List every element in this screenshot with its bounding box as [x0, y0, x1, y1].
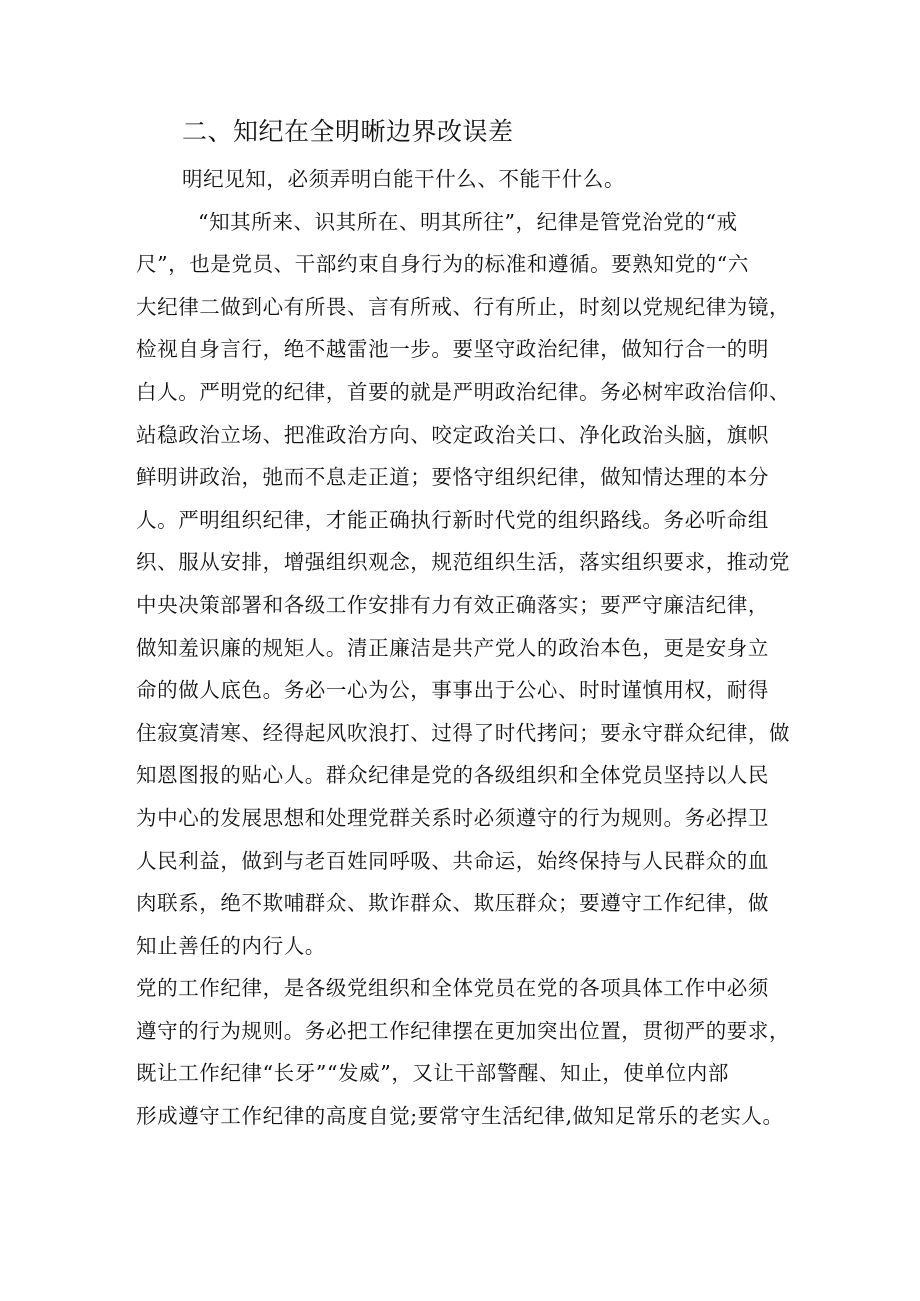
paragraph-line: 检视自身言行，绝不越雷池一步。要坚守政治纪律，做知行合一的明: [136, 337, 769, 362]
paragraph-line: 中央决策部署和各级工作安排有力有效正确落实；要严守廉洁纪律，: [136, 592, 769, 617]
section-heading: 二、知纪在全明晰边界改误差: [182, 117, 514, 146]
paragraph-line: 遵守的行为规则。务必把工作纪律摆在更加突出位置，贯彻严的要求，: [136, 1018, 791, 1043]
paragraph-line: 做知羞识廉的规矩人。清正廉洁是共产党人的政治本色，更是安身立: [136, 635, 769, 660]
paragraph-line: 大纪律二做到心有所畏、言有所戒、行有所止，时刻以党规纪律为镜，: [136, 294, 791, 319]
paragraph-line: “知其所来、识其所在、明其所往”，纪律是管党治党的“戒: [198, 209, 738, 234]
paragraph-line: 肉联系，绝不欺哺群众、欺诈群众、欺压群众；要遵守工作纪律，做: [136, 891, 769, 916]
paragraph-line: 织、服从安排，增强组织观念，规范组织生活，落实组织要求，推动党: [136, 550, 791, 575]
paragraph-line: 人民利益，做到与老百姓同呼吸、共命运，始终保持与人民群众的血: [136, 848, 769, 873]
paragraph-line: 命的做人底色。务必一心为公，事事出于公心、时时谨慎用权，耐得: [136, 678, 769, 703]
paragraph-line: 白人。严明党的纪律，首要的就是严明政治纪律。务必树牢政治信仰、: [136, 379, 791, 404]
paragraph-line: 党的工作纪律，是各级党组织和全体党员在党的各项具体工作中必须: [136, 976, 769, 1001]
paragraph-line: 既让工作纪律“长牙”“发威”，又让干部警醒、知止，使单位内部: [136, 1061, 729, 1086]
paragraph-line: 明纪见知，必须弄明白能干什么、不能干什么。: [182, 167, 626, 191]
paragraph-line: 住寂寞清寒、经得起风吹浪打、过得了时代拷问；要永守群众纪律，做: [136, 720, 791, 745]
paragraph-line: 知恩图报的贴心人。群众纪律是党的各级组织和全体党员坚持以人民: [136, 763, 769, 788]
paragraph-line: 知止善任的内行人。: [136, 933, 326, 958]
paragraph-line: 鲜明讲政治，弛而不息走正道；要恪守组织纪律，做知情达理的本分: [136, 465, 769, 490]
paragraph-line: 站稳政治立场、把准政治方向、咬定政治关口、净化政治头脑，旗帜: [136, 422, 769, 447]
paragraph-line: 形成遵守工作纪律的高度自觉;要常守生活纪律,做知足常乐的老实人。: [136, 1104, 784, 1129]
body-text: [136, 158, 796, 1138]
paragraph-line: 尺”，也是党员、干部约束自身行为的标准和遵循。要熟知党的“六: [136, 252, 749, 277]
paragraph-line: 为中心的发展思想和处理党群关系时必须遵守的行为规则。务必捍卫: [136, 805, 769, 830]
paragraph-line: 人。严明组织纪律，才能正确执行新时代党的组织路线。务必听命组: [136, 507, 769, 532]
